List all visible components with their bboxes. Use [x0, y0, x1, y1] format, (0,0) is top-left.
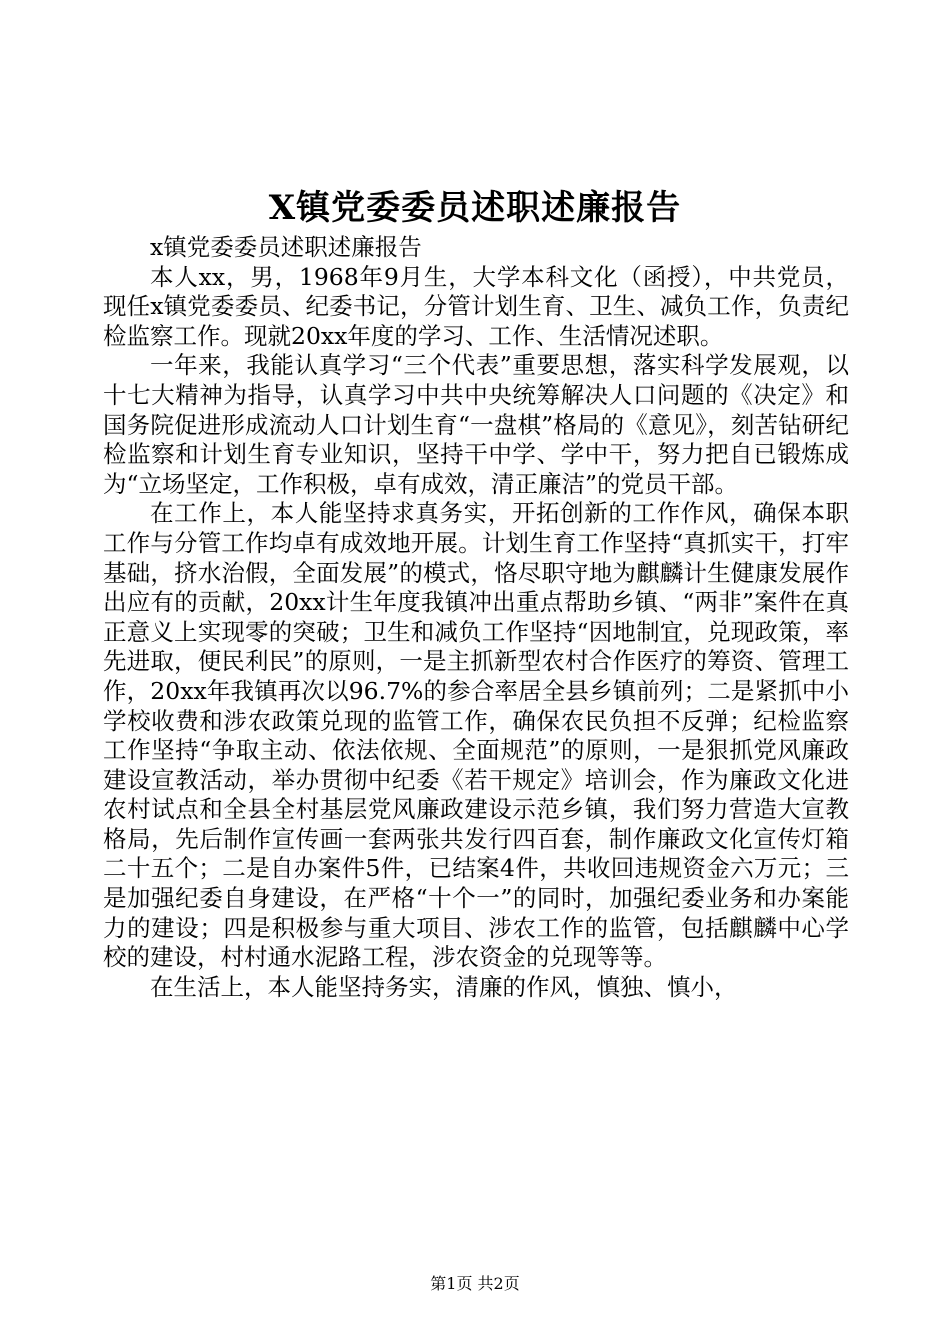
paragraph-intro: 本人xx，男，1968年9月生，大学本科文化（函授），中共党员，现任x镇党委委员、纪委书记，分管计划生育、卫生、减负工作，负责纪检监察工作。现就20xx年度的学习、工作、生活情况述职。 — [103, 262, 849, 350]
page-number-footer: 第1页 共2页 — [430, 1274, 520, 1293]
paragraph-study: 一年来，我能认真学习“三个代表”重要思想，落实科学发展观，以十七大精神为指导，认真学习中共中央统筹解决人口问题的《决定》和国务院促进形成流动人口计划生育“一盘棋”格局的《意见》，刻苦钻研纪检监察和计划生育专业知识，坚持干中学、学中干，努力把自已锻炼成为“立场坚定，工作积极，卓有成效，清正廉洁”的党员干部。 — [103, 351, 849, 498]
paragraph-subtitle: x镇党委委员述职述廉报告 — [150, 233, 422, 261]
paragraph-life: 在生活上，本人能坚持务实，清廉的作风，慎独、慎小， — [150, 972, 738, 1001]
paragraph-work: 在工作上，本人能坚持求真务实，开拓创新的工作作风，确保本职工作与分管工作均卓有成效地开展。计划生育工作坚持“真抓实干，打牢基础，挤水治假，全面发展”的模式，恪尽职守地为麒麟计生健康发展作出应有的贡献，20xx计生年度我镇冲出重点帮助乡镇、“两非”案件在真正意义上实现零的突破；卫生和减负工作坚持“因地制宜，兑现政策，率先进取，便民利民”的原则，一是主抓新型农村合作医疗的筹资、管理工作，20xx年我镇再次以96.7%的参合率居全县乡镇前列；二是紧抓中小学校收费和涉农政策兑现的监管工作，确保农民负担不反弹；纪检监察工作坚持“争取主动、依法依规、全面规范”的原则，一是狠抓党风廉政建设宣教活动，举办贯彻中纪委《若干规定》培训会，作为廉政文化进农村试点和全县全村基层党风廉政建设示范乡镇，我们努力营造大宣教格局，先后制作宣传画一套两张共发行四百套，制作廉政文化宣传灯箱二十五个；二是自办案件5件，已结案4件，共收回违规资金六万元；三是加强纪委自身建设，在严格“十个一”的同时，加强纪委业务和办案能力的建设；四是积极参与重大项目、涉农工作的监管，包括麒麟中心学校的建设，村村通水泥路工程，涉农资金的兑现等等。 — [103, 499, 849, 972]
document-title: X镇党委委员述职述廉报告 — [268, 188, 682, 228]
document-body — [103, 233, 849, 1002]
